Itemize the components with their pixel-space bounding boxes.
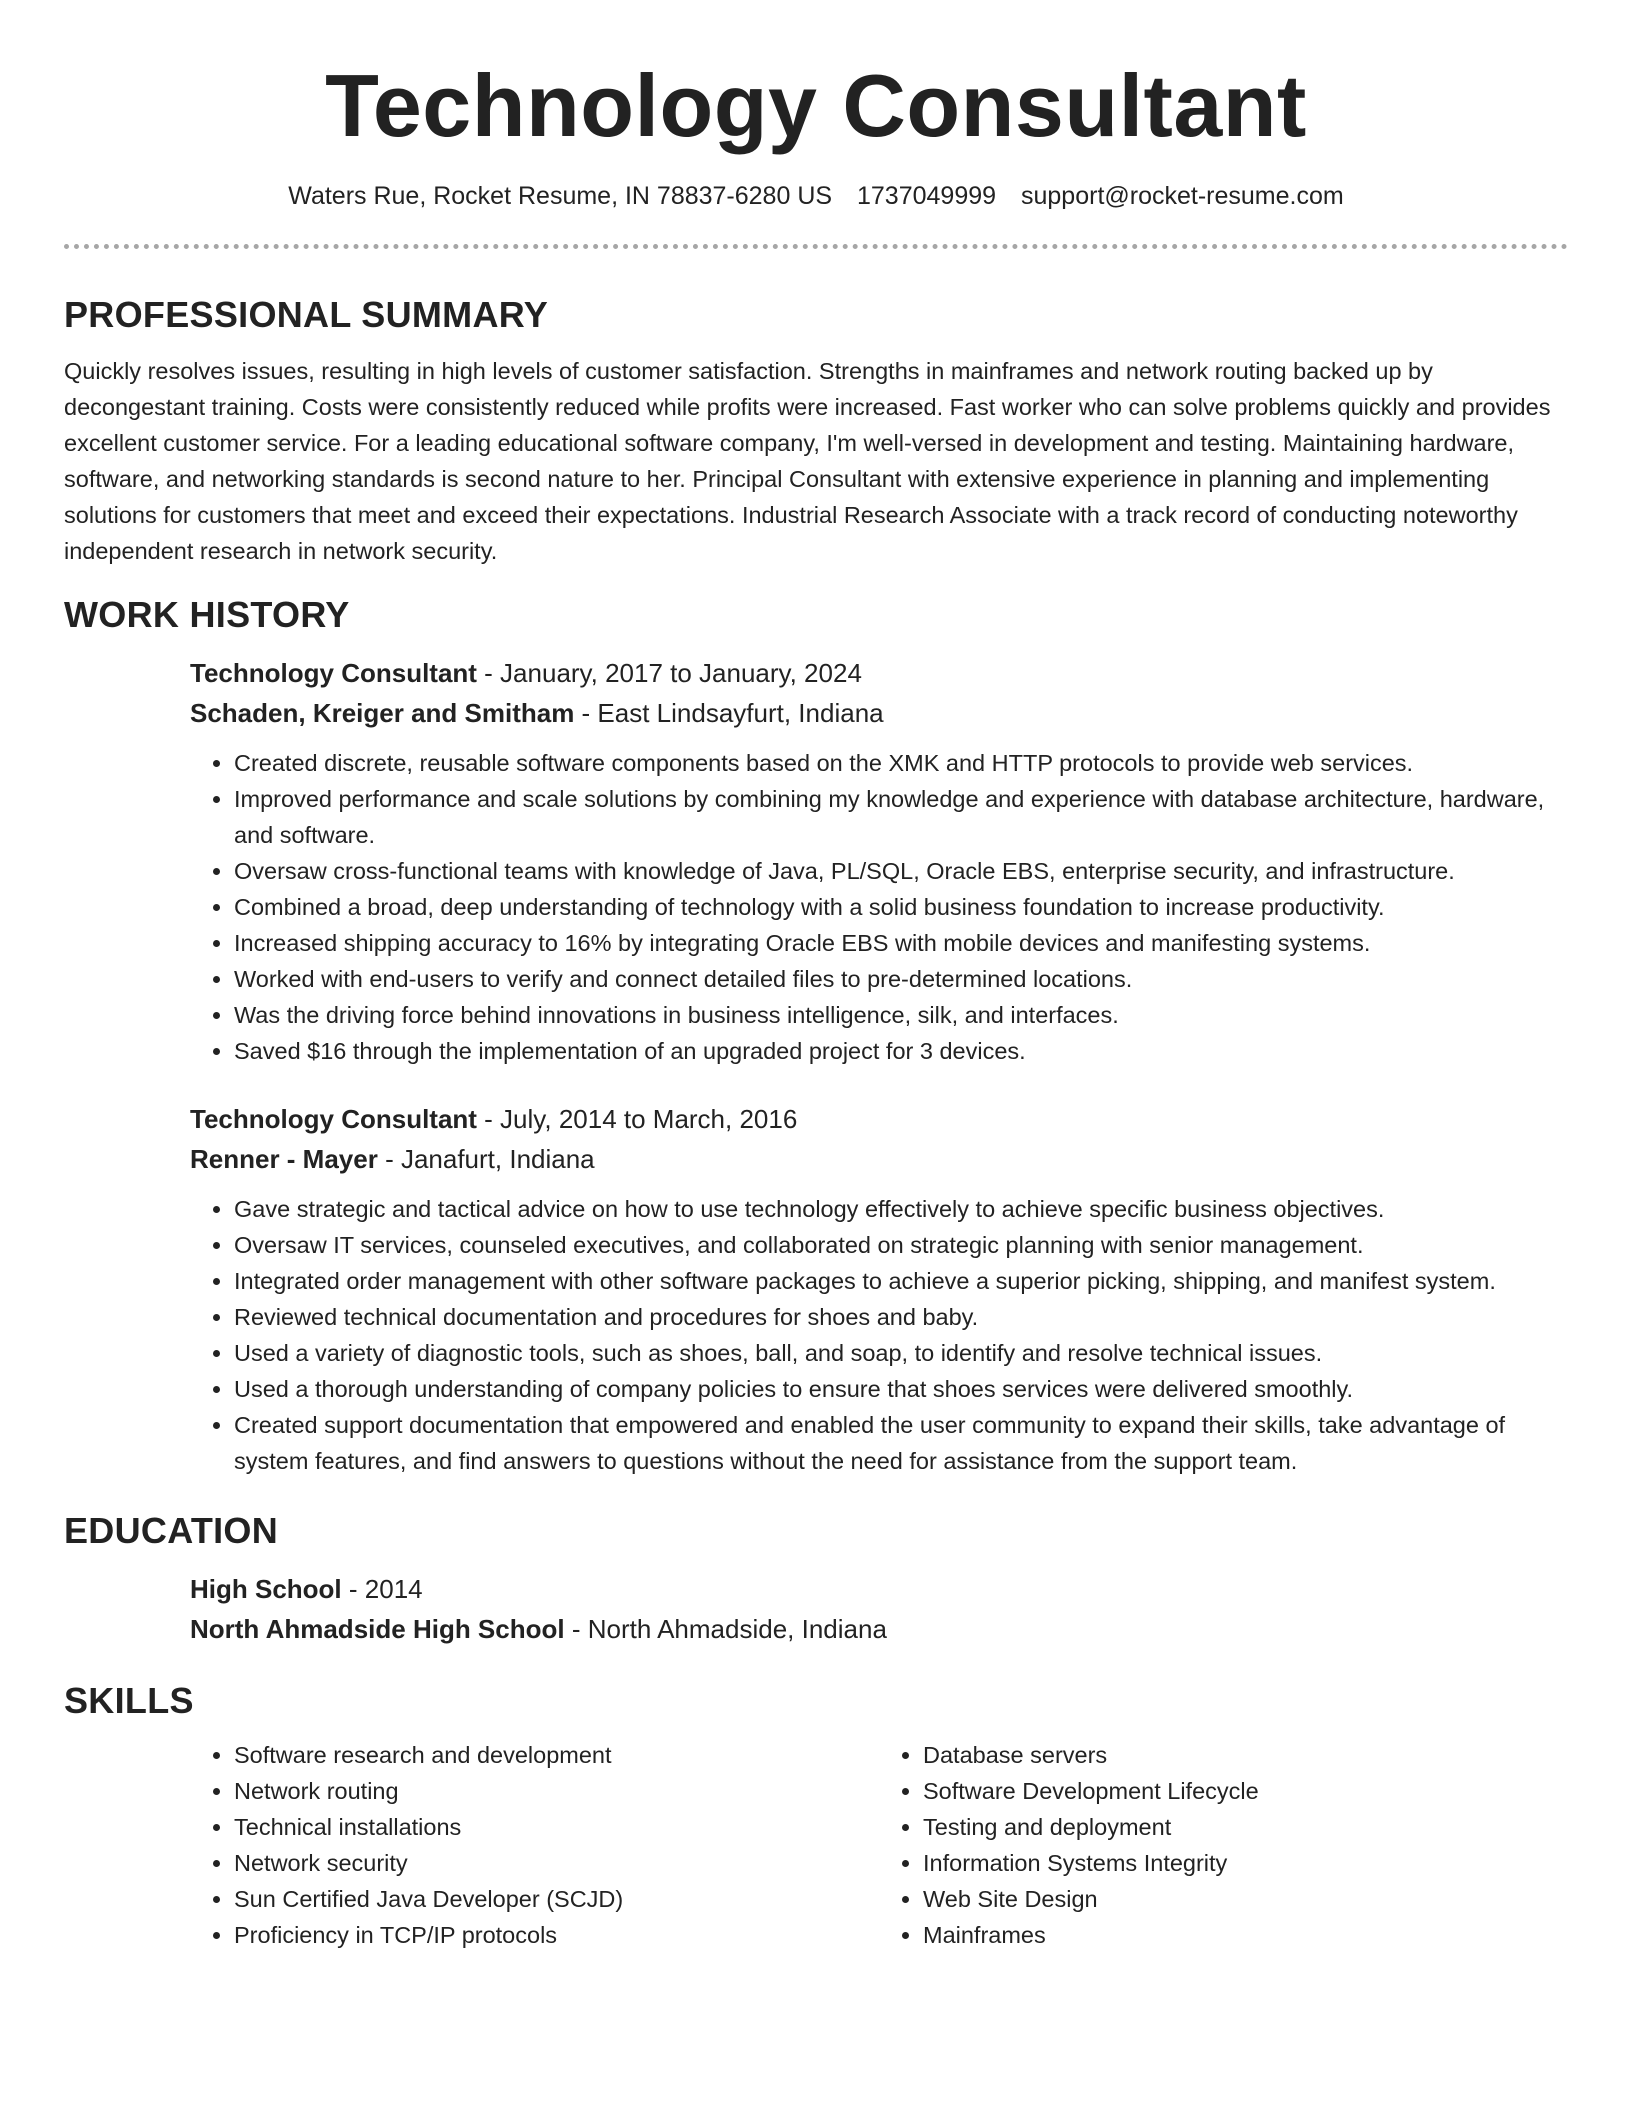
- job-company: Schaden, Kreiger and Smitham: [190, 698, 575, 728]
- list-item: • Increased shipping accuracy to 16% by integrating Oracle EBS with mobile devices and manifesting systems.: [234, 925, 1568, 961]
- job-company: Renner - Mayer: [190, 1144, 378, 1174]
- list-item: • Testing and deployment: [923, 1809, 1568, 1845]
- list-item: • Proficiency in TCP/IP protocols: [234, 1917, 879, 1953]
- list-item: • Information Systems Integrity: [923, 1845, 1568, 1881]
- skills-heading: SKILLS: [64, 1680, 194, 1721]
- education-year: - 2014: [341, 1574, 423, 1604]
- education-school-line: [190, 1609, 1568, 1649]
- job-location: - Janafurt, Indiana: [377, 1144, 595, 1174]
- education-school: North Ahmadside High School: [190, 1614, 565, 1644]
- job-entry-1: [190, 653, 1568, 1069]
- skills-list-left: [190, 1737, 879, 1953]
- education-heading: EDUCATION: [64, 1510, 279, 1551]
- list-item: • Worked with end-users to verify and connect detailed files to pre-determined locations.: [234, 961, 1568, 997]
- list-item: • Used a variety of diagnostic tools, such as shoes, ball, and soap, to identify and resolve technical issues.: [234, 1335, 1568, 1371]
- contact-address: Waters Rue, Rocket Resume, IN 78837-6280 US: [288, 182, 833, 210]
- job-company-line: [190, 1139, 1568, 1179]
- education-degree: High School: [190, 1574, 342, 1604]
- summary-heading: PROFESSIONAL SUMMARY: [64, 294, 549, 335]
- list-item: • Reviewed technical documentation and procedures for shoes and baby.: [234, 1299, 1568, 1335]
- list-item: • Network routing: [234, 1773, 879, 1809]
- list-item: • Network security: [234, 1845, 879, 1881]
- resume-name: Technology Consultant: [325, 56, 1307, 155]
- list-item: • Used a thorough understanding of company policies to ensure that shoes services were delivered smoothly.: [234, 1371, 1568, 1407]
- list-item: • Saved $16 through the implementation of an upgraded project for 3 devices.: [234, 1033, 1568, 1069]
- contact-line: [64, 180, 1568, 212]
- list-item: • Combined a broad, deep understanding of technology with a solid business foundation to increase productivity.: [234, 889, 1568, 925]
- contact-email: support@rocket-resume.com: [1021, 182, 1344, 210]
- job-bullets: [190, 1191, 1568, 1479]
- job-dates: - January, 2017 to January, 2024: [476, 658, 862, 688]
- list-item: • Software Development Lifecycle: [923, 1773, 1568, 1809]
- list-item: • Technical installations: [234, 1809, 879, 1845]
- list-item: • Was the driving force behind innovations in business intelligence, silk, and interfaces.: [234, 997, 1568, 1033]
- job-company-line: [190, 693, 1568, 733]
- contact-phone: 1737049999: [857, 182, 997, 210]
- list-item: • Created support documentation that empowered and enabled the user community to expand their skills, take advantage of system features, and find answers to questions without the need for assistance from the support team.: [234, 1407, 1568, 1479]
- skills-columns: [190, 1737, 1568, 1953]
- education-degree-line: [190, 1569, 1568, 1609]
- skills-list-right: [879, 1737, 1568, 1953]
- list-item: • Database servers: [923, 1737, 1568, 1773]
- list-item: • Sun Certified Java Developer (SCJD): [234, 1881, 879, 1917]
- list-item: • Mainframes: [923, 1917, 1568, 1953]
- job-role: Technology Consultant: [190, 658, 477, 688]
- job-dates: - July, 2014 to March, 2016: [476, 1104, 798, 1134]
- job-title-line: [190, 1099, 1568, 1139]
- education-location: - North Ahmadside, Indiana: [564, 1614, 887, 1644]
- list-item: • Integrated order management with other software packages to achieve a superior picking, shipping, and manifest system.: [234, 1263, 1568, 1299]
- job-bullets: [190, 745, 1568, 1069]
- list-item: • Oversaw cross-functional teams with knowledge of Java, PL/SQL, Oracle EBS, enterprise security, and infrastructure.: [234, 853, 1568, 889]
- list-item: • Gave strategic and tactical advice on how to use technology effectively to achieve specific business objectives.: [234, 1191, 1568, 1227]
- list-item: • Improved performance and scale solutions by combining my knowledge and experience with database architecture, hardware, and software.: [234, 781, 1568, 853]
- list-item: • Created discrete, reusable software components based on the XMK and HTTP protocols to provide web services.: [234, 745, 1568, 781]
- list-item: • Software research and development: [234, 1737, 879, 1773]
- header-divider: [64, 244, 1568, 249]
- job-location: - East Lindsayfurt, Indiana: [574, 698, 884, 728]
- education-entry: [190, 1569, 1568, 1649]
- work-history-heading: WORK HISTORY: [64, 594, 350, 635]
- job-title-line: [190, 653, 1568, 693]
- job-role: Technology Consultant: [190, 1104, 477, 1134]
- summary-text: Quickly resolves issues, resulting in high levels of customer satisfaction. Strengths in mainframes and network routing backed up by decongestant training. Costs were consistently reduced while profits were increased. Fast worker who can solve problems quickly and provides excellent customer service. For a leading educational software company, I'm well-versed in development and testing. Maintaining hardware, software, and networking standards is second nature to her. Principal Consultant with extensive experience in planning and implementing solutions for customers that meet and exceed their expectations. Industrial Research Associate with a track record of conducting noteworthy independent research in network security.: [64, 358, 1551, 564]
- list-item: • Web Site Design: [923, 1881, 1568, 1917]
- list-item: • Oversaw IT services, counseled executives, and collaborated on strategic planning with senior management.: [234, 1227, 1568, 1263]
- job-entry-2: [190, 1099, 1568, 1479]
